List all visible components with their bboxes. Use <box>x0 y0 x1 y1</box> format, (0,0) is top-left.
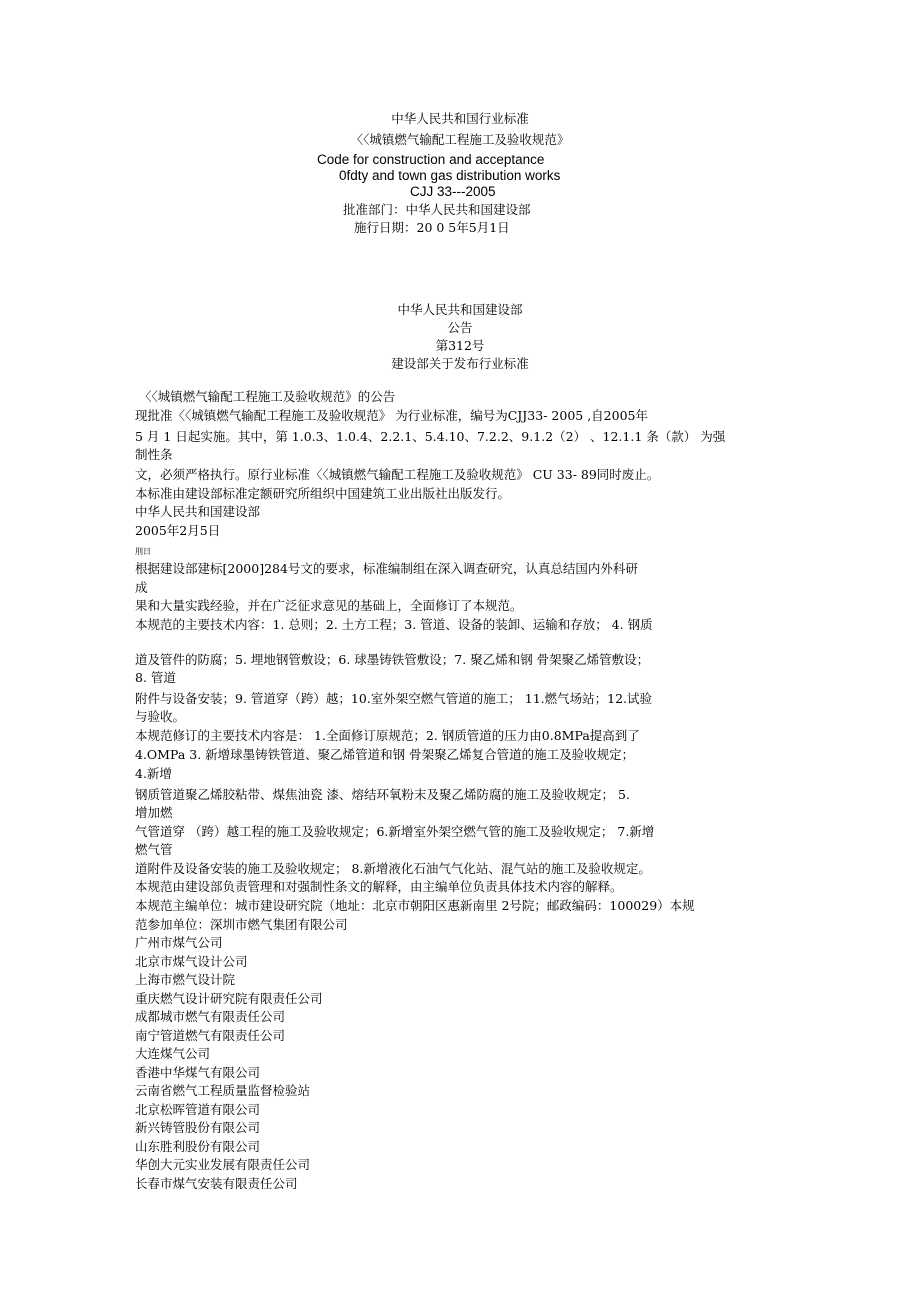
cover-title-english-1: Code for construction and acceptance <box>317 152 545 167</box>
organization-item: 上海市燃气设计院 <box>135 972 236 987</box>
cover-title-english-2: 0fdty and town gas distribution works <box>339 168 561 183</box>
preface-line: 4.OMPa 3. 新增球墨铸铁管道、聚乙烯管道和钢 骨架聚乙烯复合管道的施工及验收规定； <box>135 747 635 762</box>
notice-line: 文，必须严格执行。原行业标准〈〈城镇燃气输配工程施工及验收规范》 CU 33- 89同时废止。 <box>135 467 660 482</box>
cover-approval-department: 批准部门：中华人民共和国建设部 <box>343 202 531 217</box>
preface-line: 本规范由建设部负责管理和对强制性条文的解释，由主编单位负责具体技术内容的解释。 <box>135 879 623 894</box>
preface-line: 与验收。 <box>135 709 186 724</box>
organization-item: 南宁管道燃气有限责任公司 <box>135 1028 286 1043</box>
notice-line: 现批准〈〈城镇燃气输配工程施工及验收规范》 为行业标准，编号为CJJ33- 2005 ,自2005年 <box>135 408 648 423</box>
preface-line: 附件与设备安装；9. 管道穿（跨）越；10.室外架空燃气管道的施工； 11.燃气场站；12.试验 <box>135 691 653 706</box>
preface-line: 气管道穿 （跨）越工程的施工及验收规定；6.新增室外架空燃气管的施工及验收规定； 7.新增 <box>135 824 655 839</box>
preface-line: 果和大量实践经验，并在广泛征求意见的基础上，全面修订了本规范。 <box>135 598 523 613</box>
cover-standard-category: 中华人民共和国行业标准 <box>391 111 529 126</box>
notice-date: 2005年2月5日 <box>135 523 221 538</box>
preface-line: 8. 管道 <box>135 670 176 685</box>
organization-item: 香港中华煤气有限公司 <box>135 1065 261 1080</box>
organization-item: 长春市煤气安装有限责任公司 <box>135 1176 298 1191</box>
organization-item: 山东胜利股份有限公司 <box>135 1139 261 1154</box>
notice-issuer: 中华人民共和国建设部 <box>397 302 523 317</box>
notice-heading: 公告 <box>447 320 473 335</box>
notice-line: 5 月 1 日起实施。其中，第 1.0.3、1.0.4、2.2.1、5.4.10、7.2.2、9.1.2（2） 、12.1.1 条（款） 为强 <box>135 429 726 444</box>
preface-line: 增加燃 <box>135 805 173 820</box>
preface-line: 根据建设部建标[2000]284号文的要求，标准编制组在深入调查研究，认真总结国内外科研 <box>135 561 638 576</box>
cover-title-chinese: 〈〈城镇燃气输配工程施工及验收规范》 <box>350 132 570 147</box>
notice-subject: 建设部关于发布行业标准 <box>391 356 529 371</box>
notice-signature: 中华人民共和国建设部 <box>135 504 261 519</box>
cover-standard-number: CJJ 33---2005 <box>410 184 496 199</box>
organization-item: 重庆燃气设计研究院有限责任公司 <box>135 991 323 1006</box>
preface-line: 道附件及设备安装的施工及验收规定； 8.新增液化石油气气化站、混气站的施工及验收规定。 <box>135 861 651 876</box>
preface-line: 燃气管 <box>135 842 173 857</box>
preface-line: 成 <box>135 580 148 595</box>
preface-line: 本规范主编单位：城市建设研究院（地址：北京市朝阳区惠新南里 2号院；邮政编码：100029）本规 <box>135 898 695 913</box>
preface-line: 本规范修订的主要技术内容是： 1.全面修订原规范；2. 钢质管道的压力由0.8MPa提高到了 <box>135 728 640 743</box>
notice-line: 本标准由建设部标准定额研究所组织中国建筑工业出版社出版发行。 <box>135 486 511 501</box>
preface-heading: 刖日 <box>135 547 151 556</box>
preface-line: 道及管件的防腐；5. 埋地钢管敷设；6. 球墨铸铁管敷设；7. 聚乙烯和钢 骨架聚乙烯管敷设； <box>135 652 650 667</box>
notice-title-line: 〈〈城镇燃气输配工程施工及验收规范》的公告 <box>139 389 396 404</box>
organization-item: 北京市煤气设计公司 <box>135 954 248 969</box>
notice-line: 制性条 <box>135 447 173 462</box>
organization-item: 华创大元实业发展有限责任公司 <box>135 1157 311 1172</box>
organization-item: 北京松晖管道有限公司 <box>135 1102 261 1117</box>
preface-line: 范参加单位：深圳市燃气集团有限公司 <box>135 917 348 932</box>
preface-line: 4.新增 <box>135 766 172 781</box>
preface-line: 本规范的主要技术内容：1. 总则；2. 土方工程；3. 管道、设备的装卸、运输和存放； 4. 钢质 <box>135 617 653 632</box>
organization-item: 大连煤气公司 <box>135 1046 211 1061</box>
cover-effective-date: 施行日期：20 0 5年5月1日 <box>354 220 510 235</box>
notice-number: 第312号 <box>435 338 485 353</box>
organization-item: 广州市煤气公司 <box>135 935 223 950</box>
organization-item: 云南省燃气工程质量监督检验站 <box>135 1083 311 1098</box>
organization-item: 成都城市燃气有限责任公司 <box>135 1009 286 1024</box>
preface-line: 钢质管道聚乙烯胶粘带、煤焦油瓷 漆、熔结环氧粉末及聚乙烯防腐的施工及验收规定； 5. <box>135 787 630 802</box>
organization-item: 新兴铸管股份有限公司 <box>135 1120 261 1135</box>
